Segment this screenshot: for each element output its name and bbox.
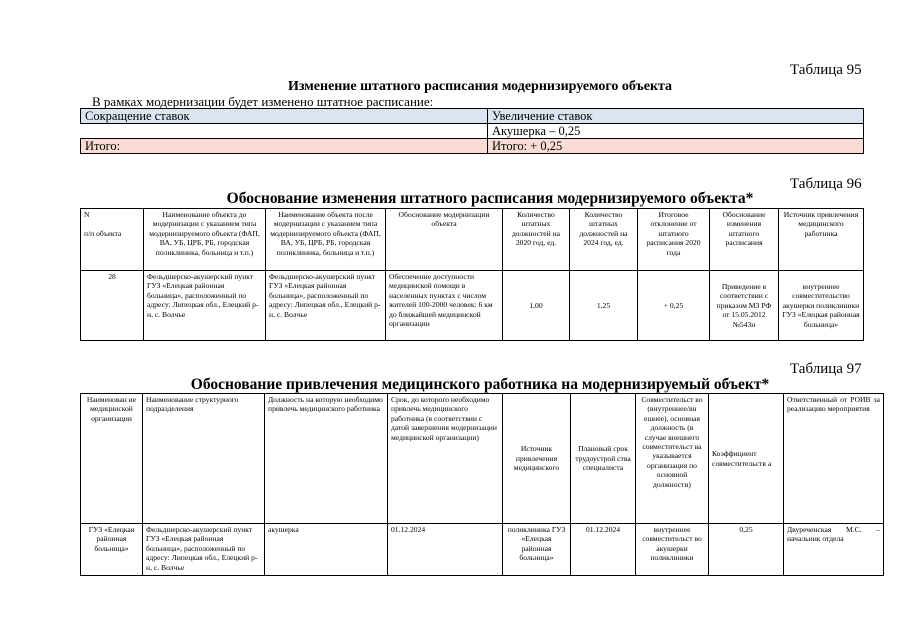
row-position: акушерка <box>265 524 388 576</box>
reduce-cell <box>81 124 488 139</box>
header-organization: Наименован ие медицинской организации <box>81 394 143 524</box>
row-justification: Обеспечение доступности медицинской помощи в населенных пунктах с числом жителей 100-2000 человек: 6 км до ближайшей медицинской организации <box>386 271 503 341</box>
row-part-time: внутреннее совместительст во акушерки поликлиники <box>636 524 709 576</box>
row-source: внутреннее совместительство акушерки поликлиники ГУЗ «Елецкая районная больница» <box>779 271 864 341</box>
row-source: поликлиника ГУЗ «Елецкая районная больница» <box>503 524 571 576</box>
table-95-title: Изменение штатного расписания модернизируемого объекта <box>287 79 673 94</box>
row-change-basis: Приведение в соответствии с приказом МЗ РФ от 15.05.2012 №543н <box>710 271 779 341</box>
row-coefficient: 0,25 <box>709 524 784 576</box>
total-label: Итого: <box>81 139 488 154</box>
table-97-number: Таблица 97 <box>790 361 862 377</box>
header-source: Источник привлечения медицинского <box>503 394 571 524</box>
row-responsible: Двуреченская М.С. – начальник отдела <box>784 524 884 576</box>
header-part-time: Совместительст во (внутреннее/вн ешнее), основная должность (в случае внешнего совместительст ва указывается организация по основной должности) <box>636 394 709 524</box>
header-planned-date: Плановый срок трудоустрой ства специалиста <box>571 394 636 524</box>
table-96-number: Таблица 96 <box>790 176 862 192</box>
row-unit: Фельдшерско-акушерский пункт ГУЗ «Елецкая районная больница», расположенный по адресу: Липецкая обл., Елецкий р-н, с. Волчье <box>143 524 265 576</box>
staff-change-table <box>80 108 864 154</box>
increase-item: Акушерка – 0,25 <box>488 124 864 139</box>
table-95-intro: В рамках модернизации будет изменено штатное расписание: <box>92 94 434 109</box>
header-justification: Обоснование модернизации объекта <box>386 209 503 271</box>
row-staff-2024: 1,25 <box>570 271 638 341</box>
header-position: Должность на которую необходимо привлечь медицинского работника <box>265 394 388 524</box>
staff-justification-table <box>80 208 864 341</box>
header-deadline: Срок, до которого необходимо привлечь медицинского работника (в соответствии с датой завершения модернизации медицинской организации) <box>388 394 503 524</box>
col-reduce-header: Сокращение ставок <box>81 109 488 124</box>
header-deviation: Итоговое отклонение от штатного расписания 2020 года <box>638 209 710 271</box>
header-staff-2024: Количество штатных должностей на 2024 год, ед. <box>570 209 638 271</box>
header-source: Источник привлечения медицинского работника <box>779 209 864 271</box>
row-staff-2020: 1,00 <box>503 271 570 341</box>
row-num: 28 <box>81 271 144 341</box>
header-coefficient: Коэффициент совместительств а <box>709 394 784 524</box>
row-organization: ГУЗ «Елецкая районная больница» <box>81 524 143 576</box>
header-staff-2020: Количество штатных должностей на 2020 год, ед. <box>503 209 570 271</box>
header-responsible: Ответственный от РОИВ за реализацию мероприятия <box>784 394 884 524</box>
header-object-before: Наименование объекта до модернизации с указанием типа модернизируемого объекта (ФАП, ВА, УБ, ЦРБ, РБ, городская поликлиника, больница и т.п.) <box>144 209 266 271</box>
table-97-title: Обоснование привлечения медицинского работника на модернизируемый объект* <box>190 376 770 393</box>
total-value: Итого: + 0,25 <box>488 139 864 154</box>
table-96-title: Обоснование изменения штатного расписания модернизируемого объекта* <box>226 190 754 207</box>
row-object-after: Фельдшерско-акушерский пункт ГУЗ «Елецкая районная больница», расположенный по адресу: Липецкая обл., Елецкий р-н, с. Волчье <box>266 271 386 341</box>
row-deviation: + 0,25 <box>638 271 710 341</box>
row-deadline: 01.12.2024 <box>388 524 503 576</box>
row-planned-date: 01.12.2024 <box>571 524 636 576</box>
header-change-basis: Обоснование изменения штатного расписания <box>710 209 779 271</box>
worker-attraction-table <box>80 393 884 576</box>
col-increase-header: Увеличение ставок <box>488 109 864 124</box>
row-object-before: Фельдшерско-акушерский пункт ГУЗ «Елецкая районная больница», расположенный по адресу: Липецкая обл., Елецкий р-н, с. Волчье <box>144 271 266 341</box>
table-95-number: Таблица 95 <box>790 62 862 78</box>
header-object-after: Наименование объекта после модернизации с указанием типа модернизируемого объекта (ФАП, ВА, УБ, ЦРБ, РБ, городская поликлиника, больница и т.п.) <box>266 209 386 271</box>
header-num: N п/п объекта <box>81 209 144 271</box>
header-unit: Наименование структурного подразделения <box>143 394 265 524</box>
